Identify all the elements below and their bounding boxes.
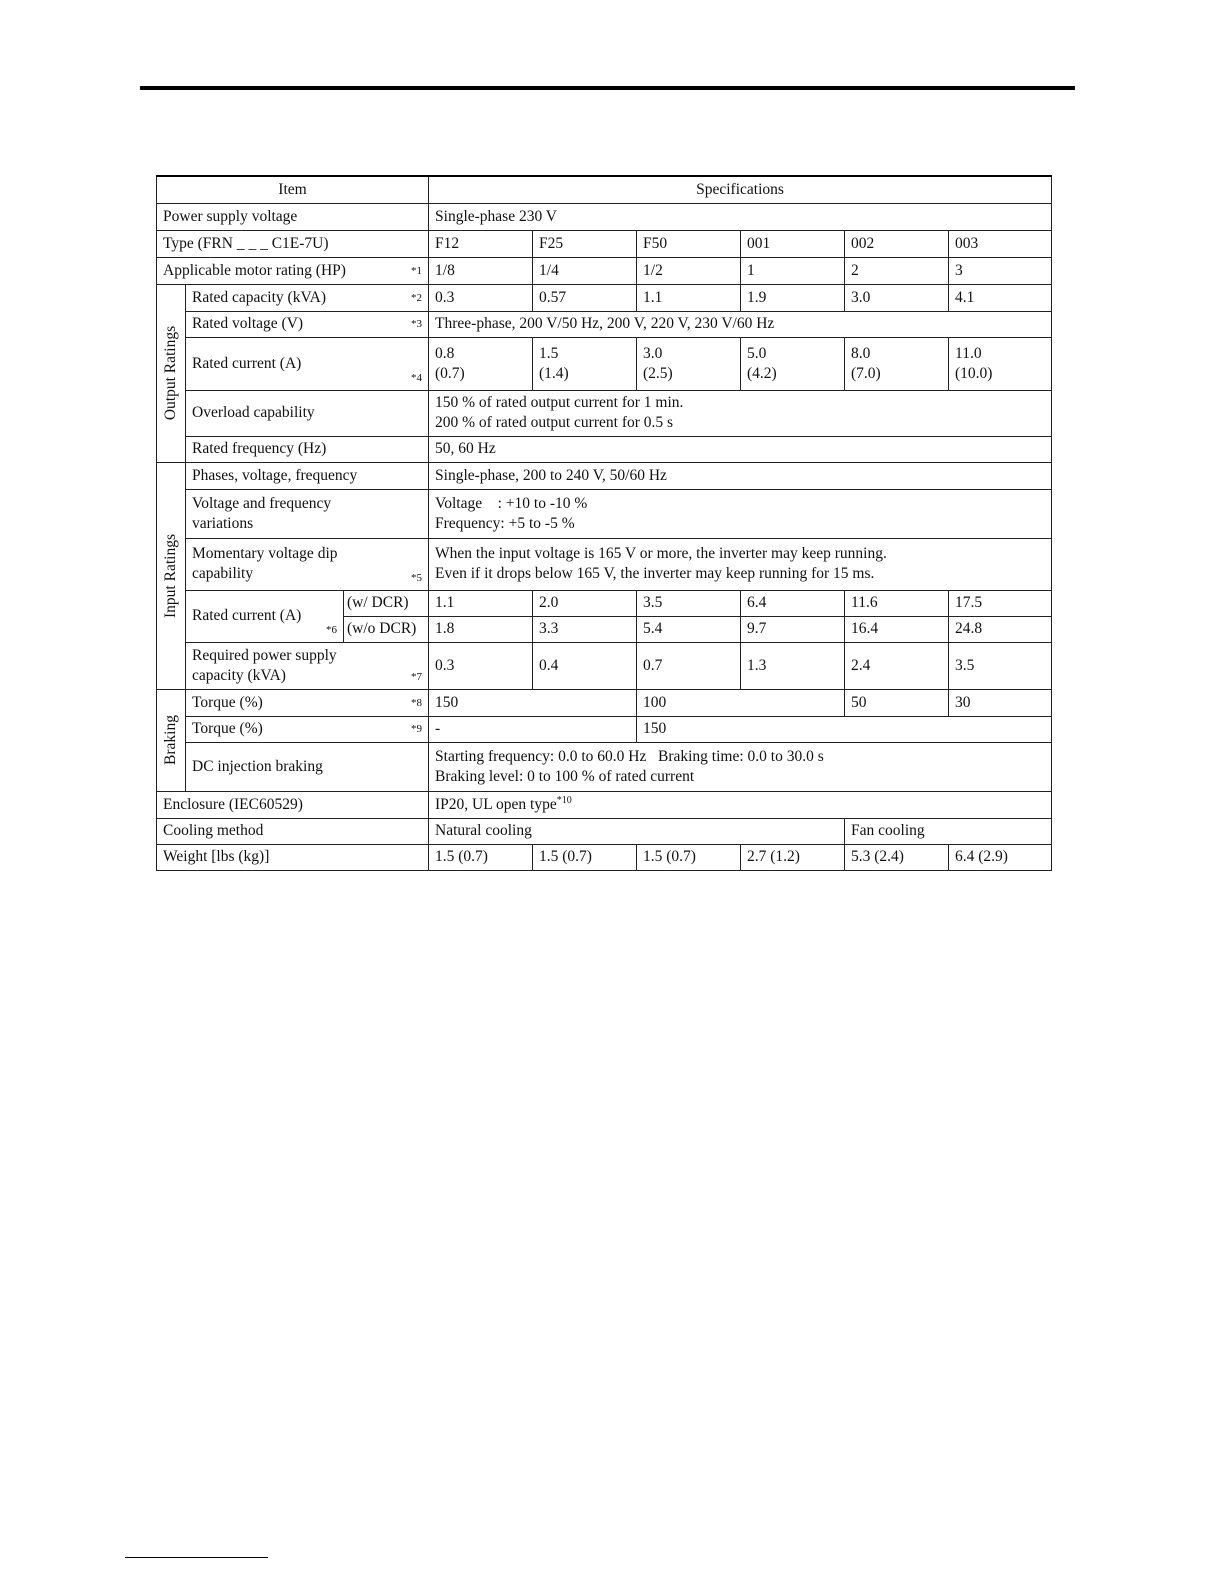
footnote-marker: *4 [411,371,423,384]
cell: 3.3 [533,616,637,642]
cell: Single-phase 230 V [429,203,1052,230]
cell-line: When the input voltage is 165 V or more, the inverter may keep running. [435,545,887,562]
row-label [186,538,429,590]
table-row [157,390,1052,436]
cell [429,791,1052,818]
cell: 100 [637,689,845,716]
row-label: Enclosure (IEC60529) [157,791,429,818]
cell: 2.4 [845,642,949,689]
footnote-marker: *6 [326,623,337,636]
cell: 24.8 [949,616,1052,642]
cell: F12 [429,230,533,257]
row-label [186,642,429,689]
table-row [157,284,1052,311]
cell-value: 0.8 [435,344,455,362]
cell: Fan cooling [845,818,1052,844]
footnote-marker: *10 [556,794,572,806]
cell [429,489,1052,538]
table-row [157,462,1052,489]
top-rule [140,86,1075,90]
row-label-text: Rated current (A) [192,607,302,624]
cell: 1.9 [741,284,845,311]
row-label [186,284,429,311]
cell: 150 [637,716,1052,742]
cell: 3.5 [949,642,1052,689]
cell: 11.6 [845,590,949,616]
footnote-marker: *3 [411,318,423,330]
specifications-table [156,175,1052,871]
cell: 1/2 [637,257,741,284]
cell: 1.3 [741,642,845,689]
row-label-line: Voltage and frequency [192,494,332,512]
cell: 1.5 (0.7) [429,844,533,870]
footnote-rule [125,1557,268,1558]
cell-value: 11.0 [955,344,982,362]
table-row [157,590,1052,616]
cell: 2.0 [533,590,637,616]
row-label [186,311,429,337]
cell: Three-phase, 200 V/50 Hz, 200 V, 220 V, 230 V/60 Hz [429,311,1052,337]
row-label [186,590,344,642]
table-row [157,716,1052,742]
cell: 16.4 [845,616,949,642]
cell: 5.3 (2.4) [845,844,949,870]
group-label-output [157,284,186,462]
cell: F50 [637,230,741,257]
cell-line: Braking level: 0 to 100 % of rated current [435,767,695,785]
cell [429,742,1052,791]
cell-subvalue: (10.0) [955,364,993,382]
cell [949,337,1052,390]
cell: Single-phase, 200 to 240 V, 50/60 Hz [429,462,1052,489]
cell [429,538,1052,590]
footnote-marker: *7 [411,670,423,683]
group-label-text: Output Ratings [162,325,179,421]
row-label-text: Rated capacity (kVA) [192,288,326,306]
cell: 0.4 [533,642,637,689]
cell: 3.5 [637,590,741,616]
group-label-input [157,462,186,689]
cell: 1.1 [637,284,741,311]
row-label [186,689,429,716]
cell: 1.5 (0.7) [533,844,637,870]
row-label: Cooling method [157,818,429,844]
table-row [157,489,1052,538]
table-row [157,203,1052,230]
header-specifications: Specifications [429,176,1052,203]
table-row [157,257,1052,284]
cell [429,337,533,390]
row-label-line: capability [192,565,254,582]
cell-line: Starting frequency: 0.0 to 60.0 Hz Braking time: 0.0 to 30.0 s [435,747,824,765]
cell [637,337,741,390]
cell: 2.7 (1.2) [741,844,845,870]
row-label-text: Torque (%) [192,693,263,711]
cell-line: Voltage : +10 to -10 % [435,494,588,512]
table-row [157,436,1052,462]
cell: 9.7 [741,616,845,642]
cell: 001 [741,230,845,257]
cell: 6.4 (2.9) [949,844,1052,870]
row-label-text: Rated current (A) [192,354,302,372]
row-label-text: Applicable motor rating (HP) [163,261,346,279]
row-label-line: capacity (kVA) [192,666,286,684]
sub-label: (w/o DCR) [344,616,429,642]
footnote-marker: *5 [411,571,423,584]
table-row [157,538,1052,590]
row-label: DC injection braking [186,742,429,791]
cell: 1.8 [429,616,533,642]
table-row [157,311,1052,337]
cell: 0.7 [637,642,741,689]
cell [533,337,637,390]
row-label: Weight [lbs (kg)] [157,844,429,870]
table-row [157,742,1052,791]
cell-subvalue: (0.7) [435,364,465,382]
cell: 5.4 [637,616,741,642]
cell: 3.0 [845,284,949,311]
cell: 1.1 [429,590,533,616]
row-label-line: Momentary voltage dip [192,545,338,562]
row-label [186,716,429,742]
cell-subvalue: (7.0) [851,364,881,382]
cell: 17.5 [949,590,1052,616]
table-row [157,791,1052,818]
cell: 150 [429,689,637,716]
cell: Natural cooling [429,818,845,844]
cell-line: 150 % of rated output current for 1 min. [435,394,684,411]
row-label: Rated frequency (Hz) [186,436,429,462]
header-item: Item [157,176,429,203]
group-label-text: Braking [162,715,179,765]
table-row [157,337,1052,390]
cell: 50 [845,689,949,716]
cell: 1.5 (0.7) [637,844,741,870]
cell [741,337,845,390]
cell: F25 [533,230,637,257]
cell: 3 [949,257,1052,284]
row-label: Overload capability [186,390,429,436]
cell-subvalue: (4.2) [747,364,777,382]
cell-subvalue: (1.4) [539,364,569,382]
cell: 1 [741,257,845,284]
cell: 6.4 [741,590,845,616]
cell-subvalue: (2.5) [643,364,673,382]
row-label [157,257,429,284]
cell-value: 5.0 [747,344,767,362]
table-row [157,230,1052,257]
table-header-row [157,176,1052,203]
cell-value: 1.5 [539,344,559,362]
cell: 0.3 [429,284,533,311]
cell: 1/4 [533,257,637,284]
cell [429,390,1052,436]
cell: 30 [949,689,1052,716]
cell: 2 [845,257,949,284]
row-label [186,337,429,390]
row-label: Power supply voltage [157,203,429,230]
row-label [186,489,429,538]
table-row [157,844,1052,870]
cell: 002 [845,230,949,257]
row-label-text: Torque (%) [192,720,263,737]
footnote-marker: *8 [411,696,423,709]
cell: 50, 60 Hz [429,436,1052,462]
table-row [157,642,1052,689]
footnote-marker: *1 [411,264,423,277]
cell: 0.57 [533,284,637,311]
row-label-line: variations [192,514,254,532]
row-label: Type (FRN _ _ _ C1E-7U) [157,230,429,257]
cell-line: 200 % of rated output current for 0.5 s [435,414,674,431]
footnote-marker: *9 [411,723,423,735]
cell: - [429,716,637,742]
sub-label: (w/ DCR) [344,590,429,616]
table-row [157,689,1052,716]
cell [845,337,949,390]
row-label-line: Required power supply [192,646,337,664]
cell-value: IP20, UL open type [435,795,557,813]
cell: 003 [949,230,1052,257]
group-label-braking [157,689,186,791]
row-label-text: Rated voltage (V) [192,315,304,332]
table-row [157,818,1052,844]
cell: 1/8 [429,257,533,284]
cell-line: Frequency: +5 to -5 % [435,514,575,532]
cell: 0.3 [429,642,533,689]
cell: 4.1 [949,284,1052,311]
cell-value: 8.0 [851,344,871,362]
footnote-marker: *2 [411,291,423,304]
cell-line: Even if it drops below 165 V, the inverter may keep running for 15 ms. [435,565,875,582]
group-label-text: Input Ratings [162,533,179,618]
cell-value: 3.0 [643,344,663,362]
row-label: Phases, voltage, frequency [186,462,429,489]
